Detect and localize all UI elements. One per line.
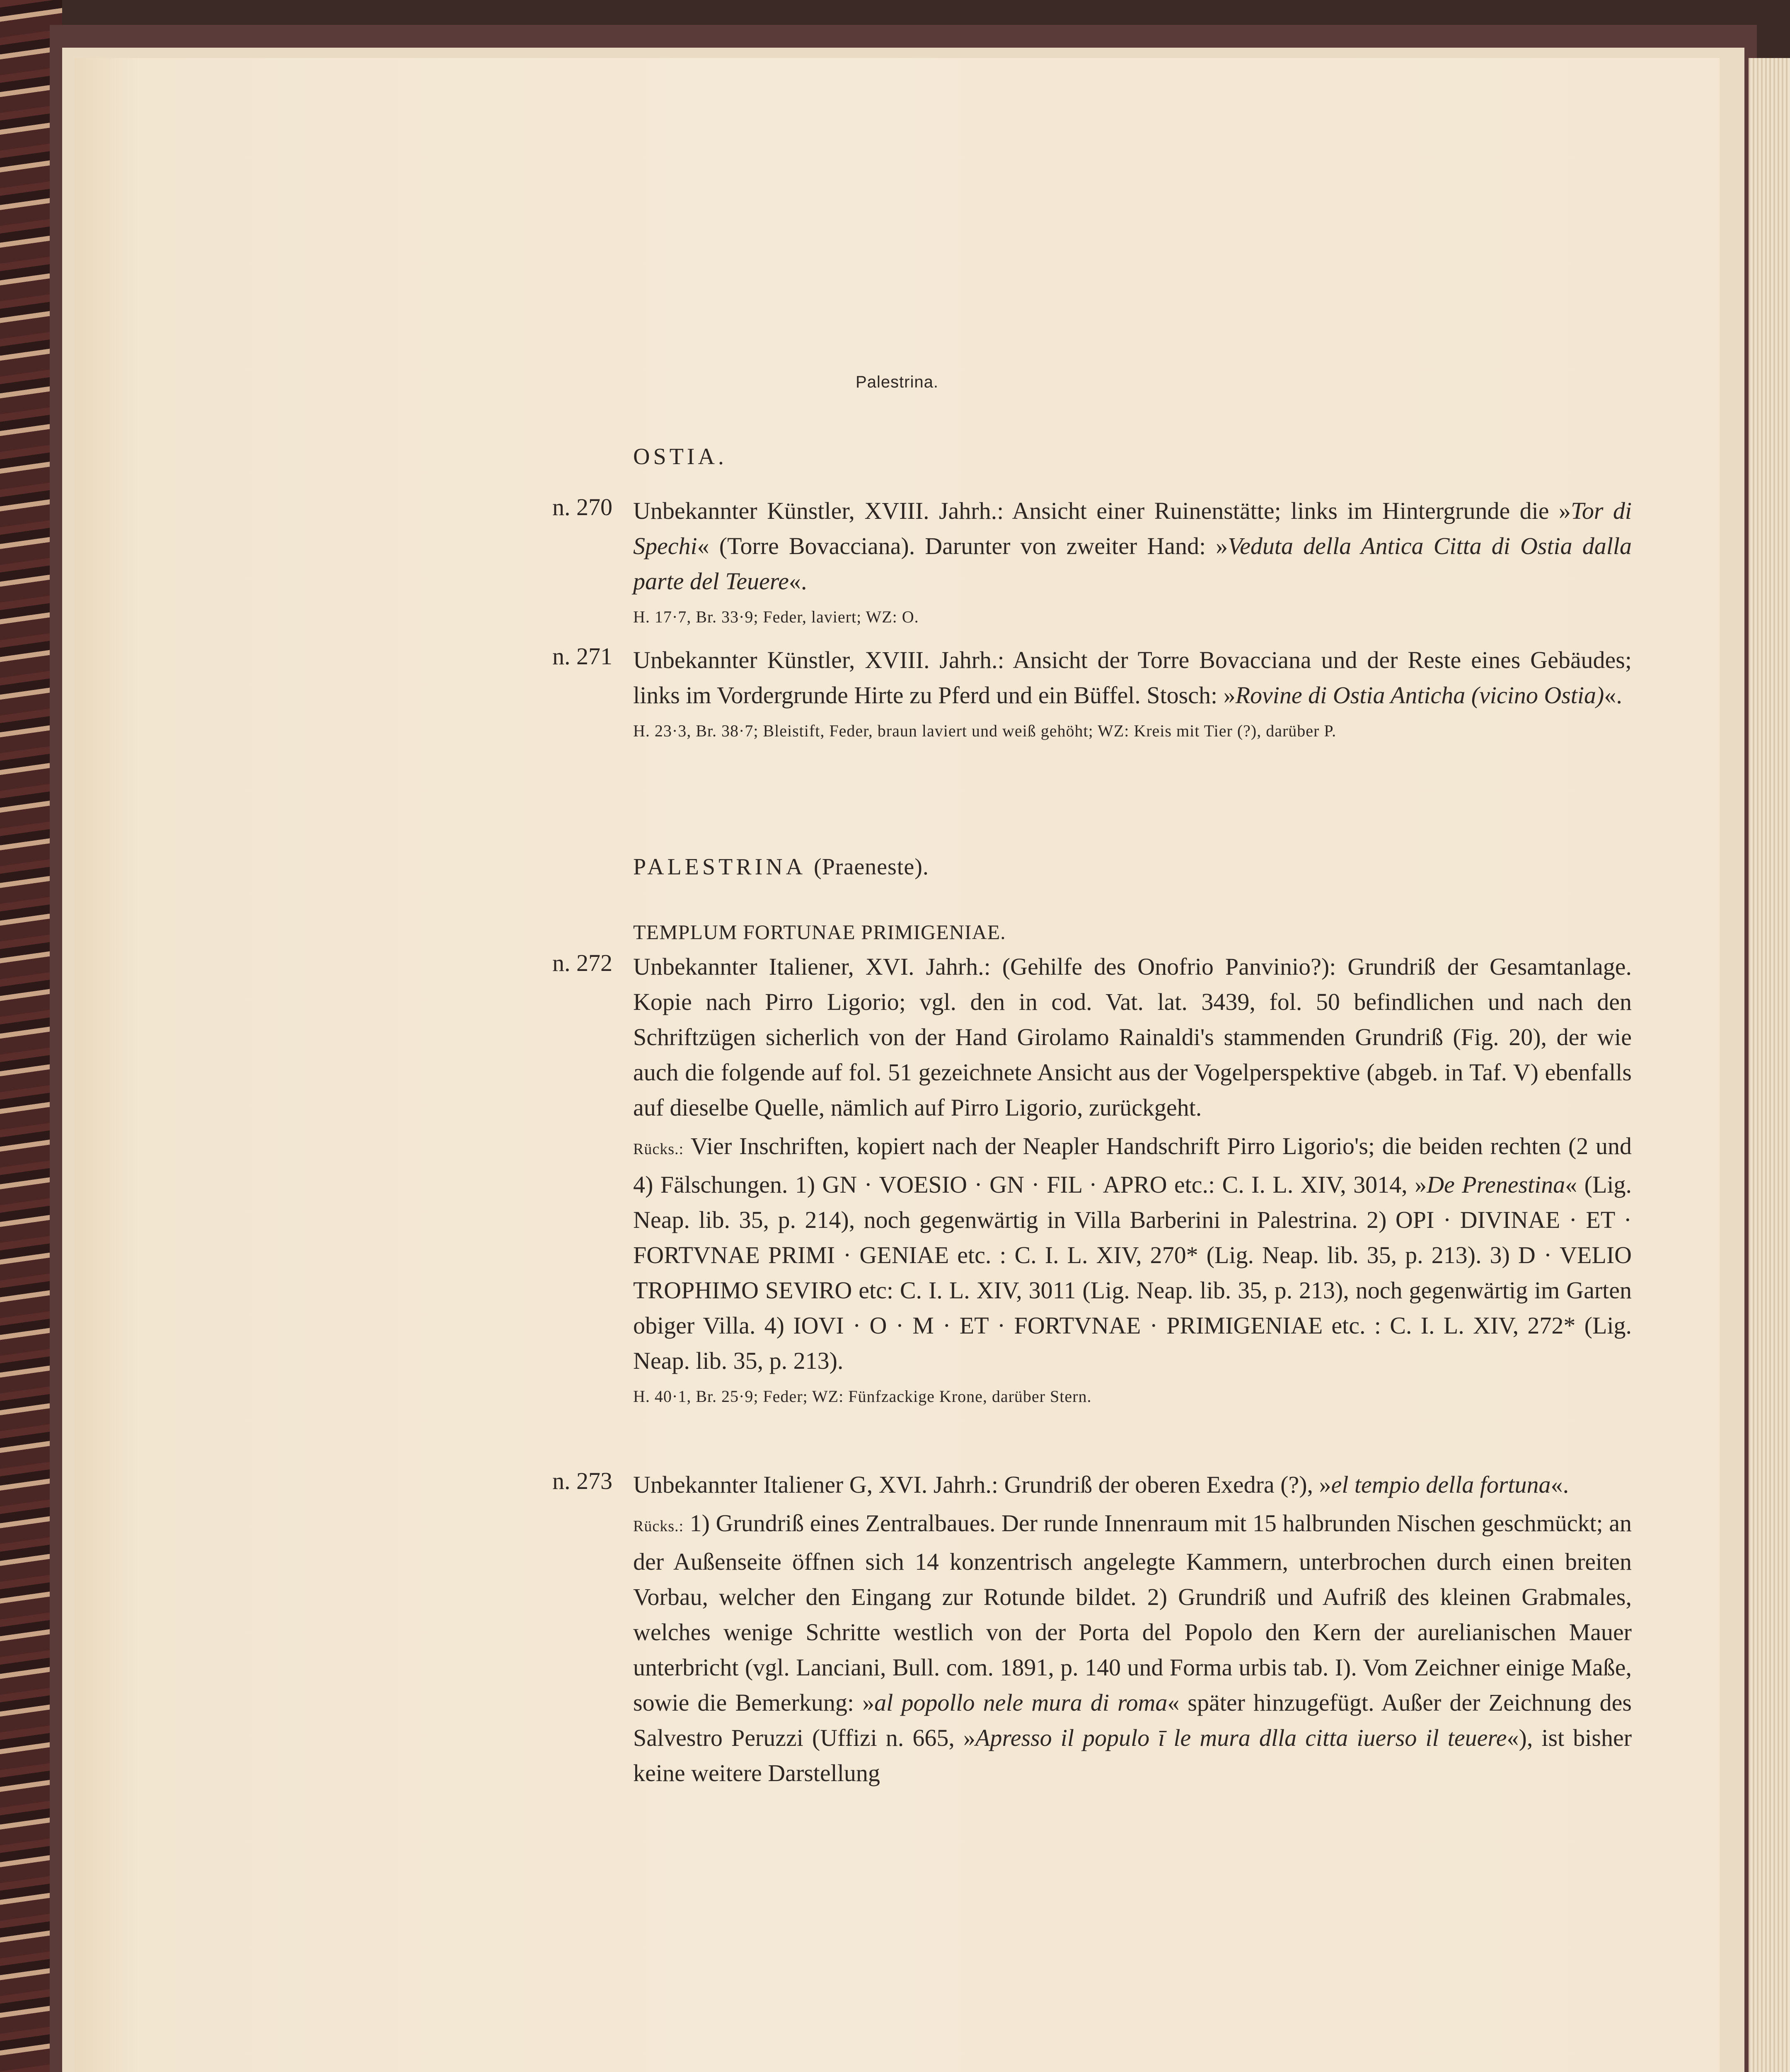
verso-text-tail: « (Lig. Neap. lib. 35, p. 214), noch gegenwärtig in Villa Barberini in Palestrina. 2) OPI · DIVINAE · ET · FORTVNAE PRIMI · GENIAE etc. : C. I. L. XIV, 270* (Lig. Neap. lib. 35, p. 213). 3) D · VELIO TROPHIMO SEVIRO etc: C. I. L. XIV, 3011 (Lig. Neap. lib. 35, p. 213), noch gegenwärtig im Garten obiger Villa. 4) IOVI · O · M · ET · FORTVNAE · PRIMIGENIAE etc. : C. I. L. XIV, 272* (Lig. Neap. lib. 35, p. 213). <box>633 1171 1632 1374</box>
section-heading-palestrina-name: PALESTRINA <box>633 854 805 880</box>
entry-title-italic: Rovine di Ostia Anticha (vicino Ostia) <box>1235 682 1604 709</box>
page-fore-edge <box>1749 58 1790 2072</box>
verso-text-lead: 1) Grundriß eines Zentralbaues. Der runde Innenraum mit 15 halbrunden Nischen geschmückt; an der Außenseite öffnen sich 14 konzentrisch angelegte Kammern, unterbrochen durch einen breiten Vorbau, welcher den Eingang zur Rotunde bildet. 2) Grundriß und Aufriß des kleinen Grabmales, welches wenige Schritte westlich von der Porta del Popolo den Kern der aurelianischen Mauer unterbricht (vgl. Lanciani, Bull. com. 1891, p. 140 und Forma urbis tab. I). Vom Zeichner einige Maße, sowie die Bemerkung: » <box>633 1510 1632 1716</box>
entry-number: n. 272 <box>552 949 612 976</box>
entry-verso <box>633 1128 1632 1378</box>
entry-text-lead: Unbekannter Künstler, XVIII. Jahrh.: Ansicht der Torre Bovacciana und der Reste eines Gebäudes; links im Vordergrunde Hirte zu Pferd und ein Büffel. Stosch: » <box>633 646 1632 709</box>
section-heading-palestrina <box>633 854 929 880</box>
running-head: Palestrina. <box>856 373 939 391</box>
verso-text-mid: « später hinzugefügt. Außer der Zeichnung des Salvestro Peruzzi (Uffizi n. 665, » <box>633 1689 1632 1751</box>
entry-title-italic: el tempio della fortuna <box>1331 1471 1551 1498</box>
entry-text-lead: Unbekannter Künstler, XVIII. Jahrh.: Ansicht einer Ruinenstätte; links im Hintergrunde die » <box>633 497 1571 524</box>
verso-inscription-italic: al popollo nele mura di roma <box>874 1689 1168 1716</box>
entry-text-tail: «. <box>1604 682 1622 709</box>
catalog-entry-270 <box>552 493 1632 627</box>
verso-text-lead: Vier Inschriften, kopiert nach der Neapler Handschrift Pirro Ligorio's; die beiden rechten (2 und 4) Fälschungen. 1) GN · VOESIO · GN · FIL · APRO etc.: C. I. L. XIV, 3014, » <box>633 1133 1632 1198</box>
section-heading-ostia: OSTIA. <box>633 444 727 470</box>
entry-number: n. 271 <box>552 643 612 670</box>
verso-text-tail: «), ist bisher keine weitere Darstellung <box>633 1724 1632 1786</box>
catalog-entry-271 <box>552 642 1632 741</box>
entry-number: n. 270 <box>552 494 612 520</box>
entry-dimensions: H. 17·7, Br. 33·9; Feder, laviert; WZ: O. <box>633 608 919 626</box>
entry-title-italic: Tor di Spechi <box>633 497 1632 559</box>
entry-inscription-italic: Veduta della Antica Citta di Ostia dalla parte del Teuere <box>633 533 1632 595</box>
entry-text <box>633 642 1632 713</box>
verso-inscription-italic: De Prenestina <box>1427 1171 1565 1198</box>
catalog-entry-273 <box>552 1467 1632 1791</box>
subsection-heading-templum: TEMPLUM FORTUNAE PRIMIGENIAE. <box>633 920 1006 944</box>
verso-inscription-italic: Apresso il populo ī le mura dlla citta iuerso il teuere <box>975 1724 1507 1751</box>
verso-label: Rücks.: <box>633 1140 684 1158</box>
entry-verso <box>633 1506 1632 1791</box>
entry-text-lead: Unbekannter Italiener G, XVI. Jahrh.: Grundriß der oberen Exedra (?), » <box>633 1471 1331 1498</box>
verso-label: Rücks.: <box>633 1518 684 1535</box>
book-page <box>75 58 1720 2072</box>
entry-text <box>633 493 1632 599</box>
entry-text-tail: «. <box>1551 1471 1569 1498</box>
entry-number: n. 273 <box>552 1467 612 1494</box>
entry-text-tail: «. <box>789 568 807 595</box>
catalog-entry-272 <box>552 949 1632 1406</box>
section-heading-palestrina-alt: (Praeneste). <box>814 854 929 880</box>
entry-dimensions: H. 40·1, Br. 25·9; Feder; WZ: Fünfzackige Krone, darüber Stern. <box>633 1387 1092 1406</box>
entry-text-mid: « (Torre Bovacciana). Darunter von zweiter Hand: » <box>697 533 1228 559</box>
entry-text: Unbekannter Italiener, XVI. Jahrh.: (Gehilfe des Onofrio Panvinio?): Grundriß der Gesamtanlage. Kopie nach Pirro Ligorio; vgl. den in cod. Vat. lat. 3439, fol. 50 befindlichen und nach den Schriftzügen sicherlich von der Hand Girolamo Rainaldi's stammenden Grundriß (Fig. 20), der wie auch die folgende auf fol. 51 gezeichnete Ansicht aus der Vogelperspektive (abgeb. in Taf. V) ebenfalls auf dieselbe Quelle, nämlich auf Pirro Ligorio, zurückgeht. <box>633 953 1632 1121</box>
entry-dimensions: H. 23·3, Br. 38·7; Bleistift, Feder, braun laviert und weiß gehöht; WZ: Kreis mit Tier (?), darüber P. <box>633 721 1337 740</box>
entry-text <box>633 1467 1632 1502</box>
